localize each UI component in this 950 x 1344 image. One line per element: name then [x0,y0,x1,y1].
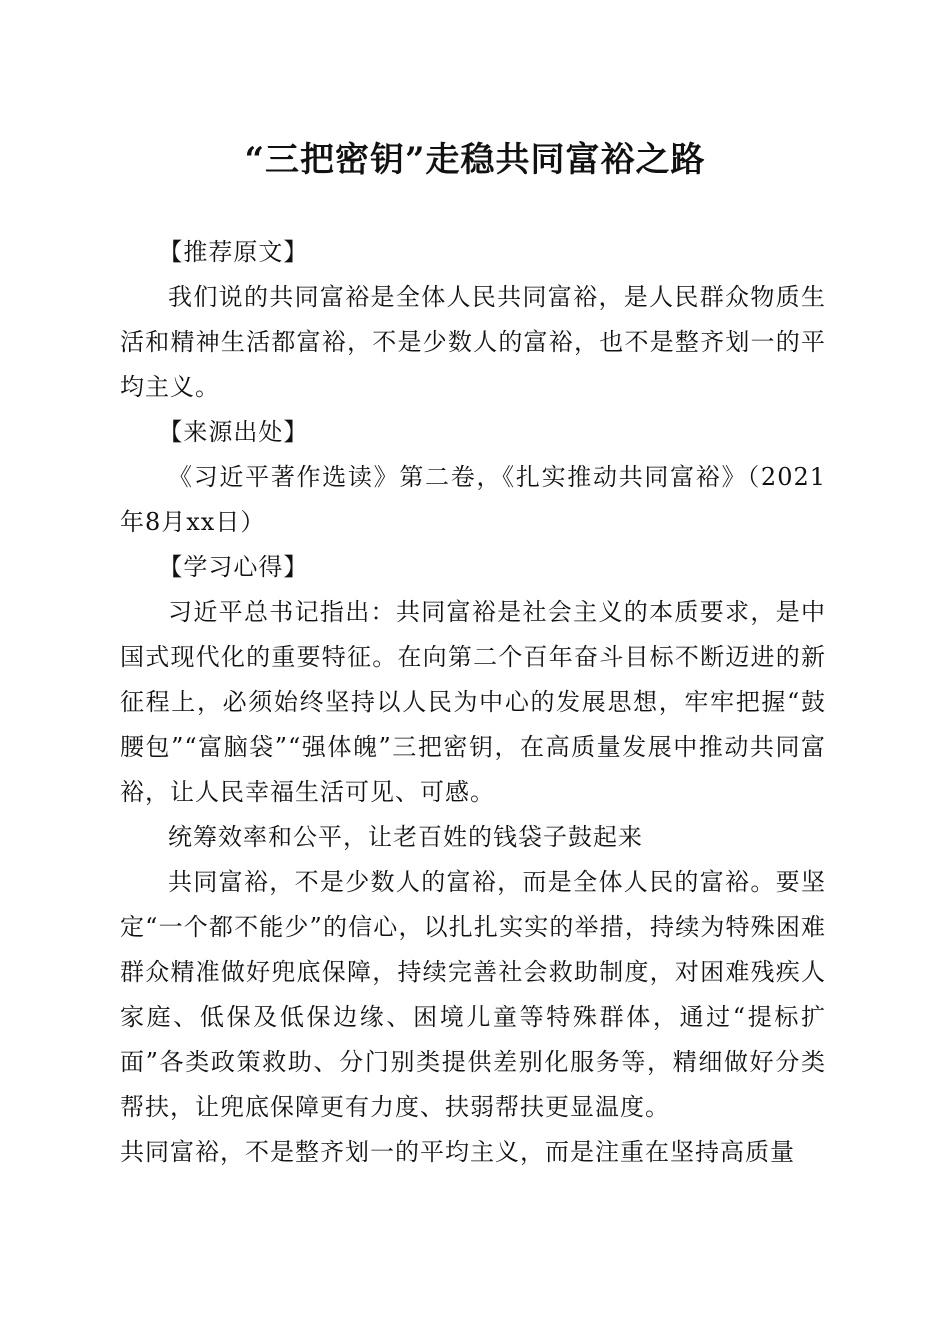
section-heading-source: 【来源出处】 [158,418,309,446]
section-heading-study: 【学习心得】 [158,553,309,581]
body-paragraph-2: 共同富裕，不是整齐划一的平均主义，而是注重在坚持高质量 [120,1138,795,1166]
section-heading-recommend: 【推荐原文】 [158,238,309,266]
subheading-efficiency-fairness: 统筹效率和公平，让老百姓的钱袋子鼓起来 [168,823,643,851]
recommend-paragraph: 我们说的共同富裕是全体人民共同富裕，是人民群众物质生活和精神生活都富裕，不是少数人的富裕，也不是整齐划一的平均主义。 [120,283,826,401]
study-intro-paragraph: 习近平总书记指出：共同富裕是社会主义的本质要求，是中国式现代化的重要特征。在向第二个百年奋斗目标不断迈进的新征程上，必须始终坚持以人民为中心的发展思想，牢牢把握“鼓腰包”“富脑袋”“强体魄”三把密钥，在高质量发展中推动共同富裕，让人民幸福生活可见、可感。 [120,598,826,806]
source-paragraph: 《习近平著作选读》第二卷，《扎实推动共同富裕》（2021年8月xx日） [120,463,826,536]
document-body [120,230,826,1175]
document-title: “三把密钥”走稳共同富裕之路 [244,140,706,180]
body-paragraph-1: 共同富裕，不是少数人的富裕，而是全体人民的富裕。要坚定“一个都不能少”的信心，以扎扎实实的举措，持续为特殊困难群众精准做好兜底保障，持续完善社会救助制度，对困难残疾人家庭、低保及低保边缘、困境儿童等特殊群体，通过“提标扩面”各类政策救助、分门别类提供差别化服务等，精细做好分类帮扶，让兜底保障更有力度、扶弱帮扶更显温度。 [120,868,826,1121]
